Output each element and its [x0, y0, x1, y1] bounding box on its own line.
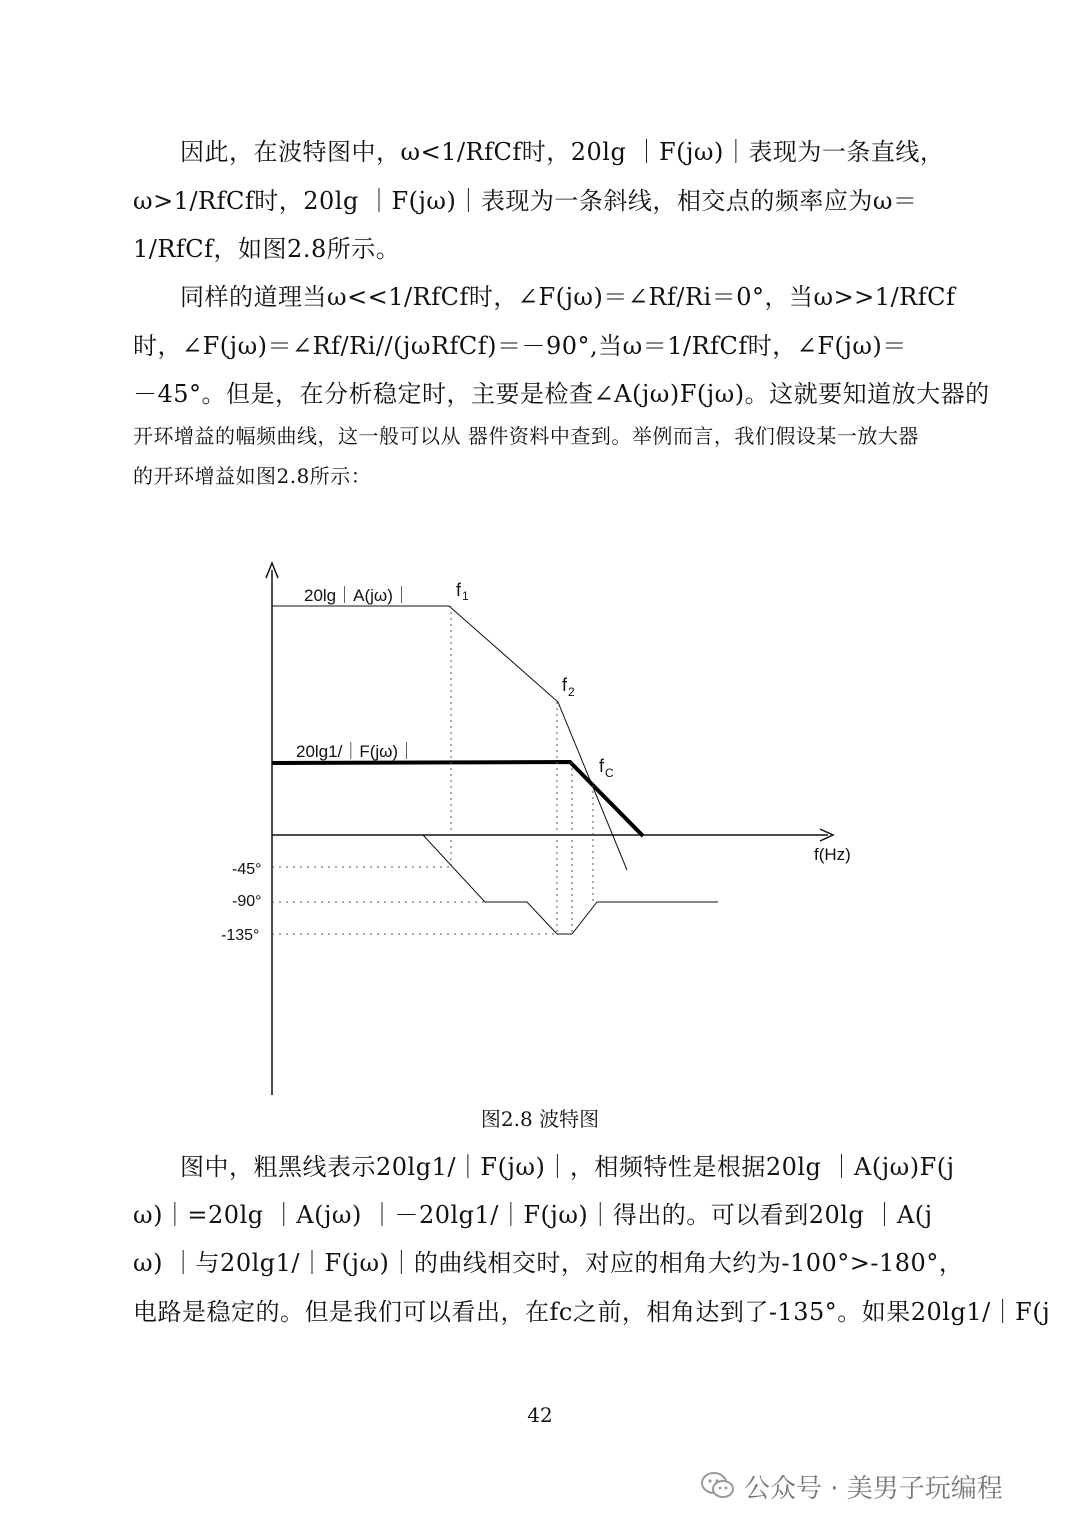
f2-letter: f: [562, 675, 568, 695]
open-loop-gain-curve: [272, 606, 627, 870]
watermark-text: 公众号 · 美男子玩编程: [744, 1473, 1003, 1504]
feedback-label: 20lg1/｜F(jω)｜: [296, 742, 416, 761]
open-loop-label: 20lg｜A(jω)｜: [304, 586, 410, 605]
text-line: [0, 1195, 1080, 1241]
paragraph-text: 时，∠F(jω)＝∠Rf/Ri//(jωRfCf)＝－90°,当ω＝1/RfCf时，∠F(jω)＝: [133, 332, 907, 360]
f1-label: [456, 580, 469, 603]
text-line: [0, 1292, 1080, 1338]
paragraph-text: －45°。但是，在分析稳定时，主要是检查∠A(jω)F(jω)。这就要知道放大器的: [133, 380, 990, 408]
deg135-label: -135°: [221, 927, 260, 944]
fc-label: [599, 756, 614, 780]
wechat-icon: [700, 1471, 736, 1501]
paragraph-text: 电路是稳定的。但是我们可以看出，在fc之前，相角达到了-135°。如果20lg1/｜F(j: [133, 1298, 1051, 1326]
f1-letter: f: [456, 580, 462, 600]
text-line: [0, 1243, 1080, 1289]
page-number: 42: [527, 1403, 553, 1427]
paragraph-text: ω)｜=20lg ｜A(jω) ｜－20lg1/｜F(jω)｜得出的。可以看到20lg ｜A(j: [133, 1201, 933, 1229]
paragraph-text: ω>1/RfCf时，20lg ｜F(jω)｜表现为一条斜线，相交点的频率应为ω＝: [133, 187, 918, 215]
watermark: [700, 1466, 1003, 1506]
phase-curve: [423, 835, 718, 934]
paragraph-text: ω) ｜与20lg1/｜F(jω)｜的曲线相交时，对应的相角大约为-100°>-180°，: [133, 1249, 964, 1277]
paragraph-text: 因此，在波特图中，ω<1/RfCf时，20lg ｜F(jω)｜表现为一条直线，: [180, 138, 945, 166]
deg90-label: -90°: [232, 893, 262, 910]
f2-label: [562, 675, 575, 699]
fc-letter: f: [599, 756, 605, 776]
paragraph-text: 同样的道理当ω<<1/RfCf时，∠F(jω)＝∠Rf/Ri＝0°，当ω>>1/RfCf: [180, 283, 956, 311]
text-line: [0, 1147, 1080, 1193]
paragraph-text: 图中，粗黑线表示20lg1/｜F(jω)｜，相频特性是根据20lg ｜A(jω)F(j: [180, 1153, 955, 1181]
paragraph-text: 1/RfCf，如图2.8所示。: [133, 235, 401, 263]
fc-subscript: C: [605, 766, 614, 780]
f1-subscript: 1: [462, 589, 469, 603]
figure-caption: 图2.8 波特图: [480, 1107, 600, 1131]
paragraph-text: 的开环增益如图2.8所示：: [133, 464, 372, 488]
paragraph-text: 开环增益的幅频曲线，这一般可以从 器件资料中查到。举例而言，我们假设某一放大器: [133, 424, 919, 448]
x-axis-label: f(Hz): [814, 845, 851, 864]
f2-subscript: 2: [568, 685, 575, 699]
deg45-label: -45°: [232, 861, 262, 878]
